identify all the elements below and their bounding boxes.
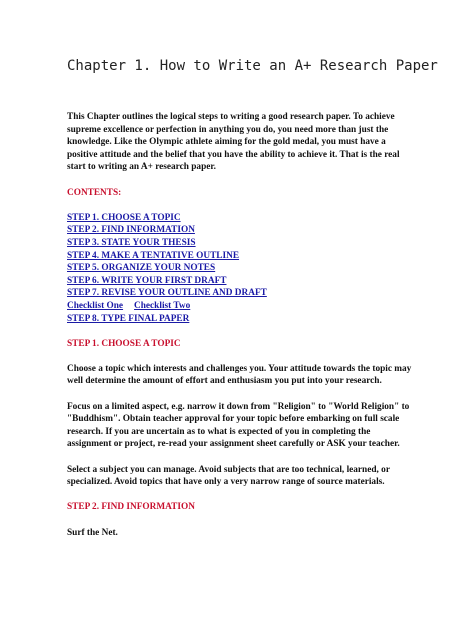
step1-paragraph: Choose a topic which interests and challenges you. Your attitude towards the topic may well determine the amount of effort and enthusiasm you put into your research. <box>67 363 412 387</box>
document-body <box>67 111 412 539</box>
step2-heading: STEP 2. FIND INFORMATION <box>67 502 195 513</box>
intro-paragraph: This Chapter outlines the logical steps to writing a good research paper. To achieve supreme excellence or perfection in anything you do, you need more than just the knowledge. Like the Olympic athlete aiming for the gold medal, you must have a positive attitude and the belief that you have the ability to achieve it. That is the real start to writing an A+ research paper. <box>67 112 400 173</box>
step2-paragraph: Surf the Net. <box>67 527 118 538</box>
toc-item <box>67 224 412 237</box>
step1-paragraph: Focus on a limited aspect, e.g. narrow it down from "Religion" to "World Religion" to "Buddhism". Obtain teacher approval for your topic before embarking on full scale research. If you are uncertain as to what is expected of you in completing the assignment or project, re-read your assignment sheet carefully or ASK your teacher. <box>67 401 410 450</box>
toc-item <box>67 262 412 275</box>
toc-link-step-2[interactable]: STEP 2. FIND INFORMATION <box>67 225 195 236</box>
checklist-two-link[interactable]: Checklist Two <box>134 300 191 311</box>
toc-link-step-8[interactable]: STEP 8. TYPE FINAL PAPER <box>67 313 190 324</box>
contents-heading: CONTENTS: <box>67 187 122 198</box>
toc-item <box>67 250 412 263</box>
toc-item <box>67 313 412 326</box>
toc-link-step-7[interactable]: STEP 7. REVISE YOUR OUTLINE AND DRAFT <box>67 288 267 299</box>
toc-checklist-row <box>67 300 412 313</box>
page-title: Chapter 1. How to Write an A+ Research Paper <box>67 58 438 74</box>
toc-item <box>67 212 412 225</box>
toc-item <box>67 287 412 300</box>
toc-link-step-3[interactable]: STEP 3. STATE YOUR THESIS <box>67 237 196 248</box>
toc-item <box>67 237 412 250</box>
toc-item <box>67 275 412 288</box>
table-of-contents <box>67 212 412 325</box>
step1-heading: STEP 1. CHOOSE A TOPIC <box>67 338 181 349</box>
toc-link-step-4[interactable]: STEP 4. MAKE A TENTATIVE OUTLINE <box>67 250 240 261</box>
toc-link-step-6[interactable]: STEP 6. WRITE YOUR FIRST DRAFT <box>67 275 227 286</box>
step1-paragraph: Select a subject you can manage. Avoid subjects that are too technical, learned, or specialized. Avoid topics that have only a very narrow range of source materials. <box>67 464 390 488</box>
checklist-one-link[interactable]: Checklist One <box>67 300 124 311</box>
toc-link-step-1[interactable]: STEP 1. CHOOSE A TOPIC <box>67 212 181 223</box>
toc-link-step-5[interactable]: STEP 5. ORGANIZE YOUR NOTES <box>67 263 216 274</box>
